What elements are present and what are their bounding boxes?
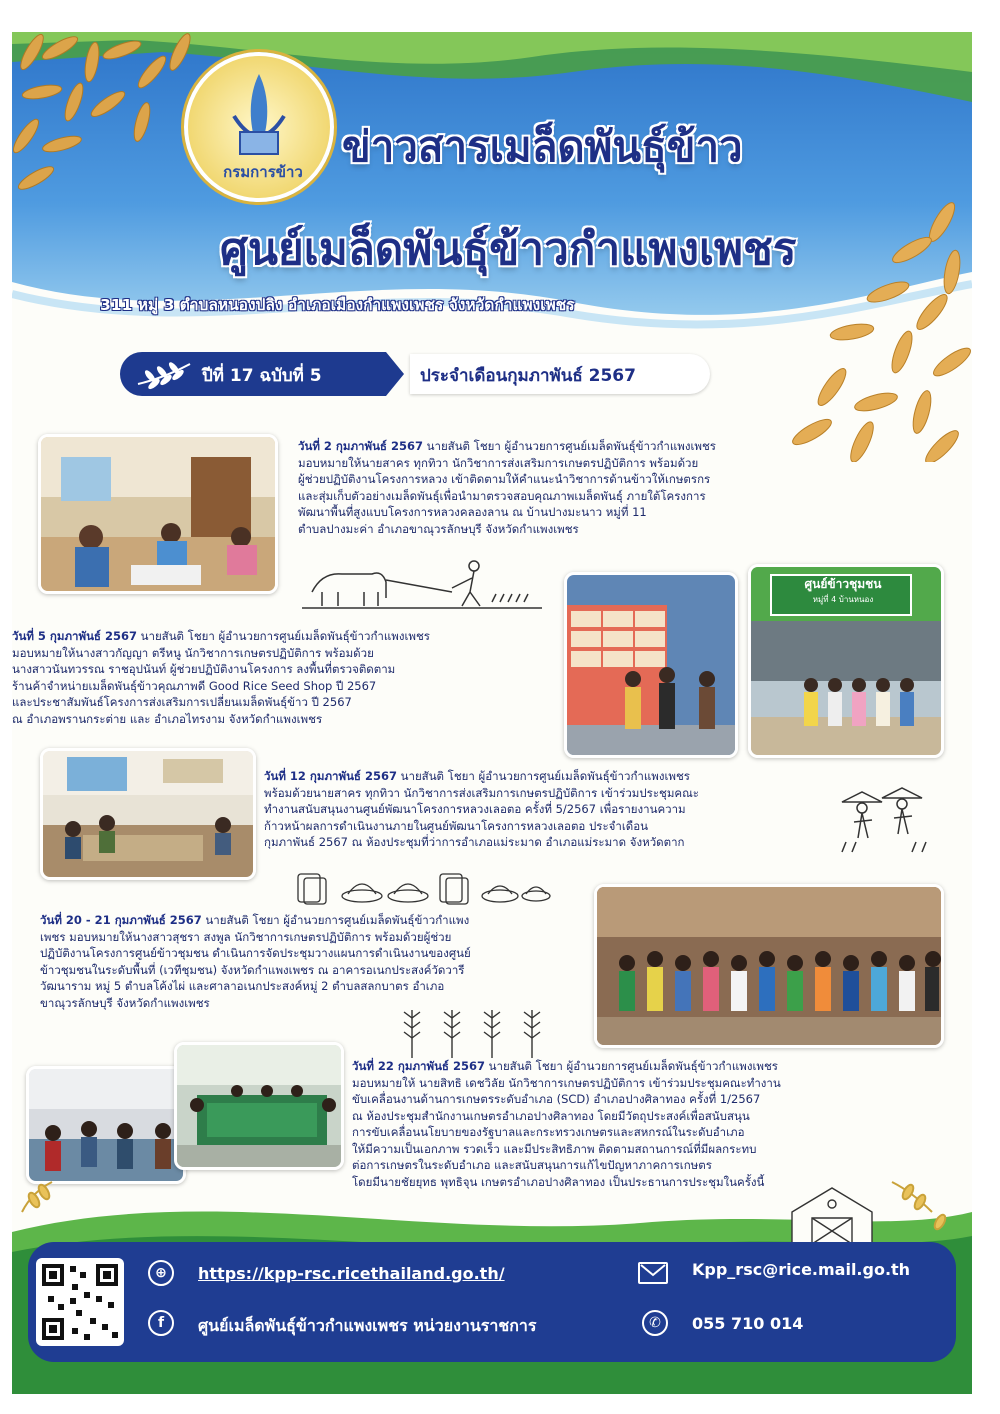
news-4-text: วันที่ 20 - 21 กุมภาพันธ์ 2567 นายสันติ โชยา ผู้อำนวยการศูนย์เมล็ดพันธุ์ข้าวกำแพง เพชร มอบหมายให้นางสาวสุชรา สงพูล นักวิชาการเกษตรปฏิบัติการ พร้อมด้วยผู้ช่วย ปฏิบัติงานโครงการศูนย์ข้าวชุมชน ดำเนินการจัดประชุมวางแผนการดำเนินงานของศูนย์ ข้าวชุมชนในระดับพื้นที่ (เวทีชุมชน) จังหวัดกำแพงเพชร ณ อาคารอเนกประสงค์วัดวารี วัฒนาราม หมู่ 5 ตำบลโค้งไผ่ และศาลาอเนกประสงค์หมู่ 2 ตำบลสลกบาตร อำเภอ ขาณุวรลักษบุรี จังหวัดกำแพงเพชร [40, 913, 471, 1010]
news-3-text: วันที่ 12 กุมภาพันธ์ 2567 นายสันติ โชยา ผู้อำนวยการศูนย์เมล็ดพันธุ์ข้าวกำแพงเพชร พร้อมด้วยนายสาคร ทุกทิวา นักวิชาการส่งเสริมการเกษตรปฏิบัติการ เข้าร่วมประชุมคณะ ทำงานสนับสนุนงานศูนย์พัฒนาโครงการหลวงเลอตอ ครั้งที่ 5/2567 เพื่อรายงานความ ก้าวหน้าผลการดำเนินงานภายในศูนย์พัฒนาโครงการหลวงเลอตอ ประจำเดือน กุมภาพันธ์ 2567 ณ ห้องประชุมที่ว่าการอำเภอแม่ระมาด อำเภอแม่ระมาด จังหวัดตาก [264, 769, 699, 849]
facebook-icon: f [148, 1310, 174, 1336]
globe-icon: ⊕ [148, 1260, 174, 1286]
shop-sign-text: ศูนย์ข้าวชุมชน [804, 577, 882, 591]
photo-news-4 [594, 884, 944, 1048]
news-4-date: วันที่ 20 - 21 กุมภาพันธ์ 2567 [40, 913, 202, 927]
issue-band-arrow [386, 352, 404, 396]
department-logo [184, 52, 334, 202]
news-1-date: วันที่ 2 กุมภาพันธ์ 2567 [298, 439, 423, 453]
rice-grains-decoration [12, 32, 202, 202]
photo-news-2b [748, 564, 944, 758]
logo-text: กรมการข้าว [223, 163, 303, 181]
photo-news-3 [40, 748, 256, 880]
issue-number: ปีที่ 17 ฉบับที่ 5 [202, 366, 322, 386]
seed-bags-illustration [292, 868, 552, 908]
qr-code[interactable] [36, 1258, 124, 1346]
issue-month-box [410, 354, 710, 394]
issue-month: ประจำเดือนกุมภาพันธ์ 2567 [420, 366, 636, 386]
rice-leaf-icon [134, 358, 194, 390]
email-address[interactable]: Kpp_rsc@rice.mail.go.th [692, 1260, 911, 1279]
phone-number[interactable]: 055 710 014 [692, 1314, 804, 1333]
photo-news-5a [26, 1066, 186, 1184]
farmers-illustration [832, 782, 932, 862]
shop-sign-subtext: หมู่ที่ 4 บ้านหนอง [812, 595, 874, 604]
news-1-text: วันที่ 2 กุมภาพันธ์ 2567 นายสันติ โชยา ผู้อำนวยการศูนย์เมล็ดพันธุ์ข้าวกำแพงเพชร มอบหมายให้นายสาคร ทุกทิวา นักวิชาการส่งเสริมการเกษตรปฏิบัติการ พร้อมด้วย ผู้ช่วยปฏิบัติงานโครงการหลวง เข้าติดตามให้คำแนะนำวิชาการด้านข้าวให้เกษตรกร และสุ่มเก็บตัวอย่างเมล็ดพันธุ์เพื่อนำมาตรวจสอบคุณภาพเมล็ดพันธุ์ ภายใต้โครงการ พัฒนาพื้นที่สูงแบบโครงการหลวงคลองลาน ณ บ้านปางมะนาว หมู่ที่ 11 ตำบลปางมะค่า อำเภอขาณุวรลักษบุรี จังหวัดกำแพงเพชร [298, 439, 716, 536]
newsletter-page [12, 32, 972, 1394]
facebook-page-link[interactable]: ศูนย์เมล็ดพันธุ์ข้าวกำแพงเพชร หน่วยงานราชการ [198, 1316, 537, 1335]
website-link[interactable]: https://kpp-rsc.ricethailand.go.th/ [198, 1264, 505, 1283]
news-2-date: วันที่ 5 กุมภาพันธ์ 2567 [12, 629, 137, 643]
center-address: 311 หมู่ 3 ตำบลหนองปลิง อำเภอเมืองกำแพงเพชร จังหวัดกำแพงเพชร [100, 296, 575, 314]
news-3-date: วันที่ 12 กุมภาพันธ์ 2567 [264, 769, 397, 783]
newsletter-title: ข่าวสารเมล็ดพันธุ์ข้าว [342, 122, 743, 171]
photo-news-5b [174, 1042, 344, 1170]
news-2-text: วันที่ 5 กุมภาพันธ์ 2567 นายสันติ โชยา ผู้อำนวยการศูนย์เมล็ดพันธุ์ข้าวกำแพงเพชร มอบหมายให้นางสาวกัญญา ตรีหนู นักวิชาการเกษตรปฏิบัติการ พร้อมด้วย นางสาวนันทวรรณ ราชอุปนันท์ ผู้ช่วยปฏิบัติงานโครงการ ลงพื้นที่ตรวจติดตาม ร้านค้าจำหน่ายเมล็ดพันธุ์ข้าวคุณภาพดี Good Rice Seed Shop ปี 2567 และประชาสัมพันธ์โครงการส่งเสริมการเปลี่ยนเมล็ดพันธุ์ข้าว ปี 2567 ณ อำเภอพรานกระต่าย และ อำเภอไทรงาม จังหวัดกำแพงเพชร [12, 629, 430, 726]
news-5-date: วันที่ 22 กุมภาพันธ์ 2567 [352, 1059, 485, 1073]
barn-illustration [782, 1182, 882, 1248]
center-name-title: ศูนย์เมล็ดพันธุ์ข้าวกำแพงเพชร [220, 224, 797, 275]
phone-icon: ✆ [642, 1310, 668, 1336]
news-5-text: วันที่ 22 กุมภาพันธ์ 2567 นายสันติ โชยา ผู้อำนวยการศูนย์เมล็ดพันธุ์ข้าวกำแพงเพชร มอบหมายให้ นายสิทธิ เดชวิลัย นักวิชาการเกษตรปฏิบัติการ เข้าร่วมประชุมคณะทำงาน ขับเคลื่อนงานด้านการเกษตรระดับอำเภอ (SCD) อำเภอปางศิลาทอง ครั้งที่ 1/2567 ณ ห้องประชุมสำนักงานเกษตรอำเภอปางศิลาทอง โดยมีวัตถุประสงค์เพื่อสนับสนุน การขับเคลื่อนนโยบายของรัฐบาลและกระทรวงเกษตรและสหกรณ์ในระดับอำเภอ ให้มีความเป็นเอกภาพ รวดเร็ว และมีประสิทธิภาพ ติดตามสถานการณ์ที่มีผลกระทบ ต่อการเกษตรในระดับอำเภอ และสนับสนุนการแก้ไขปัญหาภาคการเกษตร โดยมีนายชัยยุทธ พุทธิจุน เกษตรอำเภอปางศิลาทอง เป็นประธานการประชุมในครั้งนี้ [352, 1059, 781, 1189]
plowing-illustration [302, 552, 542, 612]
rice-stalk-icons [392, 1004, 552, 1060]
photo-news-1 [38, 434, 278, 594]
photo-news-2a [564, 572, 738, 758]
email-icon [638, 1262, 668, 1284]
